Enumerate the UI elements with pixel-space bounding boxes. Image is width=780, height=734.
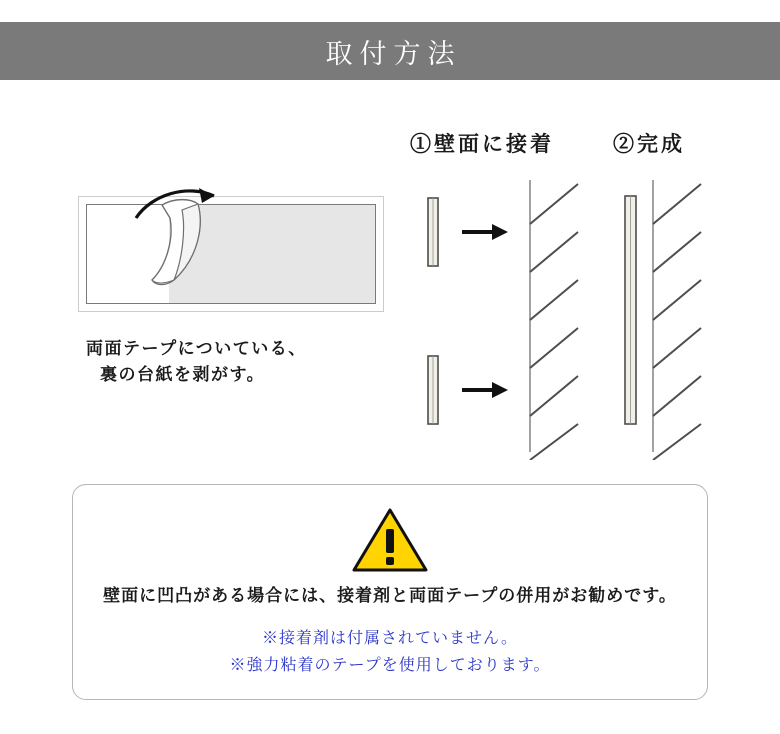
peel-illustration [78,196,386,314]
peel-caption [86,336,386,389]
right-arrow-icon [462,382,508,398]
peel-caption-line1: 両面テープについている、 [86,339,307,358]
mounting-diagram [400,170,750,460]
notice-main-text: 壁面に凹凸がある場合には、接着剤と両面テープの併用がお勧めです。 [103,586,677,605]
mirror-bar-icon [428,356,438,424]
step-2-heading: ②完成 [613,133,685,156]
header-bar [0,22,780,80]
mirror-bar-icon [428,198,438,266]
right-arrow-icon [462,224,508,240]
peel-backing-icon [78,174,386,314]
notice-box [72,484,708,700]
peel-caption-line2: 裏の台紙を剥がす。 [100,365,266,385]
notice-sub-text [73,625,707,679]
notice-sub-line2: ※強力粘着のテープを使用しております。 [229,657,551,675]
wall-hatch-icon [530,180,578,460]
wall-hatch-icon [653,180,701,460]
page-title: 取付方法 [325,38,462,69]
notice-sub-line1: ※接着剤は付属されていません。 [262,630,518,647]
warning-triangle-icon [352,507,428,573]
step-1-heading: ①壁面に接着 [410,133,554,156]
mirror-bar-icon [625,196,636,424]
